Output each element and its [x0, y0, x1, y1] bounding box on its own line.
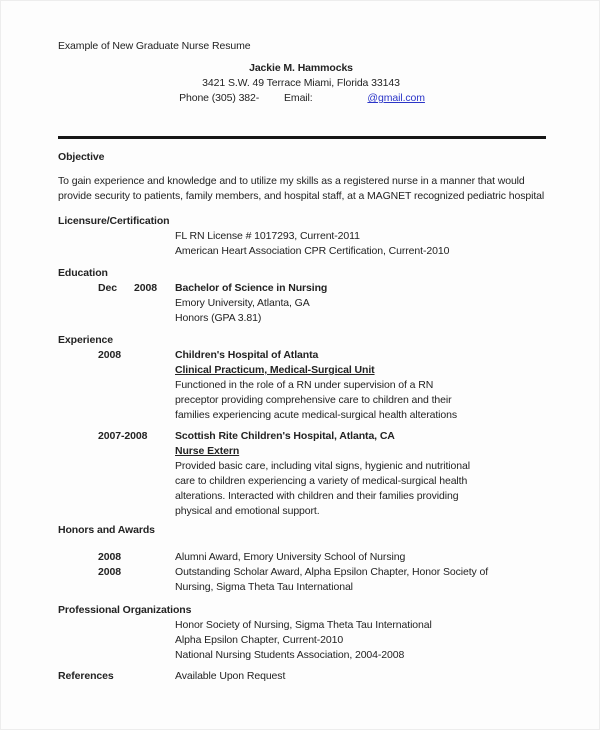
education-school: Emory University, Atlanta, GA	[175, 297, 310, 309]
education-honors: Honors (GPA 3.81)	[175, 312, 262, 324]
education-details	[175, 281, 544, 326]
licensure-item: FL RN License # 1017293, Current-2011	[175, 230, 360, 242]
section-heading-objective: Objective	[58, 151, 105, 163]
header-divider	[58, 136, 546, 139]
contact-line	[58, 91, 544, 106]
experience-job-title: Nurse Extern	[175, 445, 240, 457]
experience-details	[175, 348, 544, 423]
experience-description: Provided basic care, including vital signs, hygienic and nutritional care to children experiencing a variety of medical-surgical health alterations. Interacted with children and their families providing physical and emotional support.	[175, 460, 470, 517]
section-heading-licensure: Licensure/Certification	[58, 215, 170, 227]
section-heading-honors: Honors and Awards	[58, 524, 155, 536]
section-heading-references: References	[58, 670, 114, 682]
section-heading-education: Education	[58, 267, 108, 279]
experience-description: Functioned in the role of a RN under supervision of a RN preceptor providing comprehensive care to children and their families experiencing acute medical-surgical health alterations	[175, 379, 458, 421]
education-dates	[58, 281, 175, 296]
award-year: 2008	[98, 566, 121, 578]
experience-entry	[58, 429, 544, 519]
objective-text: To gain experience and knowledge and to utilize my skills as a registered nurse in a manner that would provide security to patients, family members, and hospital staff, at a MAGNET recognized pediatric hospital	[58, 175, 545, 202]
experience-job-title: Clinical Practicum, Medical-Surgical Unit	[175, 364, 375, 376]
experience-details	[175, 429, 544, 519]
education-degree: Bachelor of Science in Nursing	[175, 282, 328, 294]
candidate-name: Jackie M. Hammocks	[249, 62, 353, 74]
organization-item: National Nursing Students Association, 2004-2008	[175, 649, 405, 661]
organization-item: Alpha Epsilon Chapter, Current-2010	[175, 634, 344, 646]
award-text: Outstanding Scholar Award, Alpha Epsilon Chapter, Honor Society of Nursing, Sigma Theta Tau International	[175, 566, 489, 593]
education-entry	[58, 281, 544, 326]
education-year: 2008	[134, 282, 157, 294]
references-text: Available Upon Request	[175, 670, 286, 682]
organization-item: Honor Society of Nursing, Sigma Theta Tau International	[175, 619, 432, 631]
experience-dates: 2007-2008	[98, 430, 148, 442]
email-link[interactable]: @gmail.com	[367, 92, 425, 104]
experience-entry	[58, 348, 544, 423]
licensure-item: American Heart Association CPR Certification, Current-2010	[175, 245, 450, 257]
candidate-address: 3421 S.W. 49 Terrace Miami, Florida 33143	[202, 77, 400, 89]
email-label: Email:	[284, 92, 313, 104]
resume-header	[58, 61, 544, 106]
experience-dates: 2008	[98, 349, 121, 361]
award-entry	[58, 565, 544, 595]
education-month: Dec	[98, 282, 117, 294]
references-row	[58, 669, 544, 684]
award-text: Alumni Award, Emory University School of Nursing	[175, 551, 406, 563]
phone-number: Phone (305) 382-	[179, 92, 260, 104]
section-heading-organizations: Professional Organizations	[58, 604, 192, 616]
experience-employer: Children's Hospital of Atlanta	[175, 349, 319, 361]
experience-employer: Scottish Rite Children's Hospital, Atlanta, CA	[175, 430, 395, 442]
award-entry	[58, 550, 544, 565]
section-heading-experience: Experience	[58, 334, 114, 346]
document-title: Example of New Graduate Nurse Resume	[58, 40, 251, 52]
award-year: 2008	[98, 551, 121, 563]
